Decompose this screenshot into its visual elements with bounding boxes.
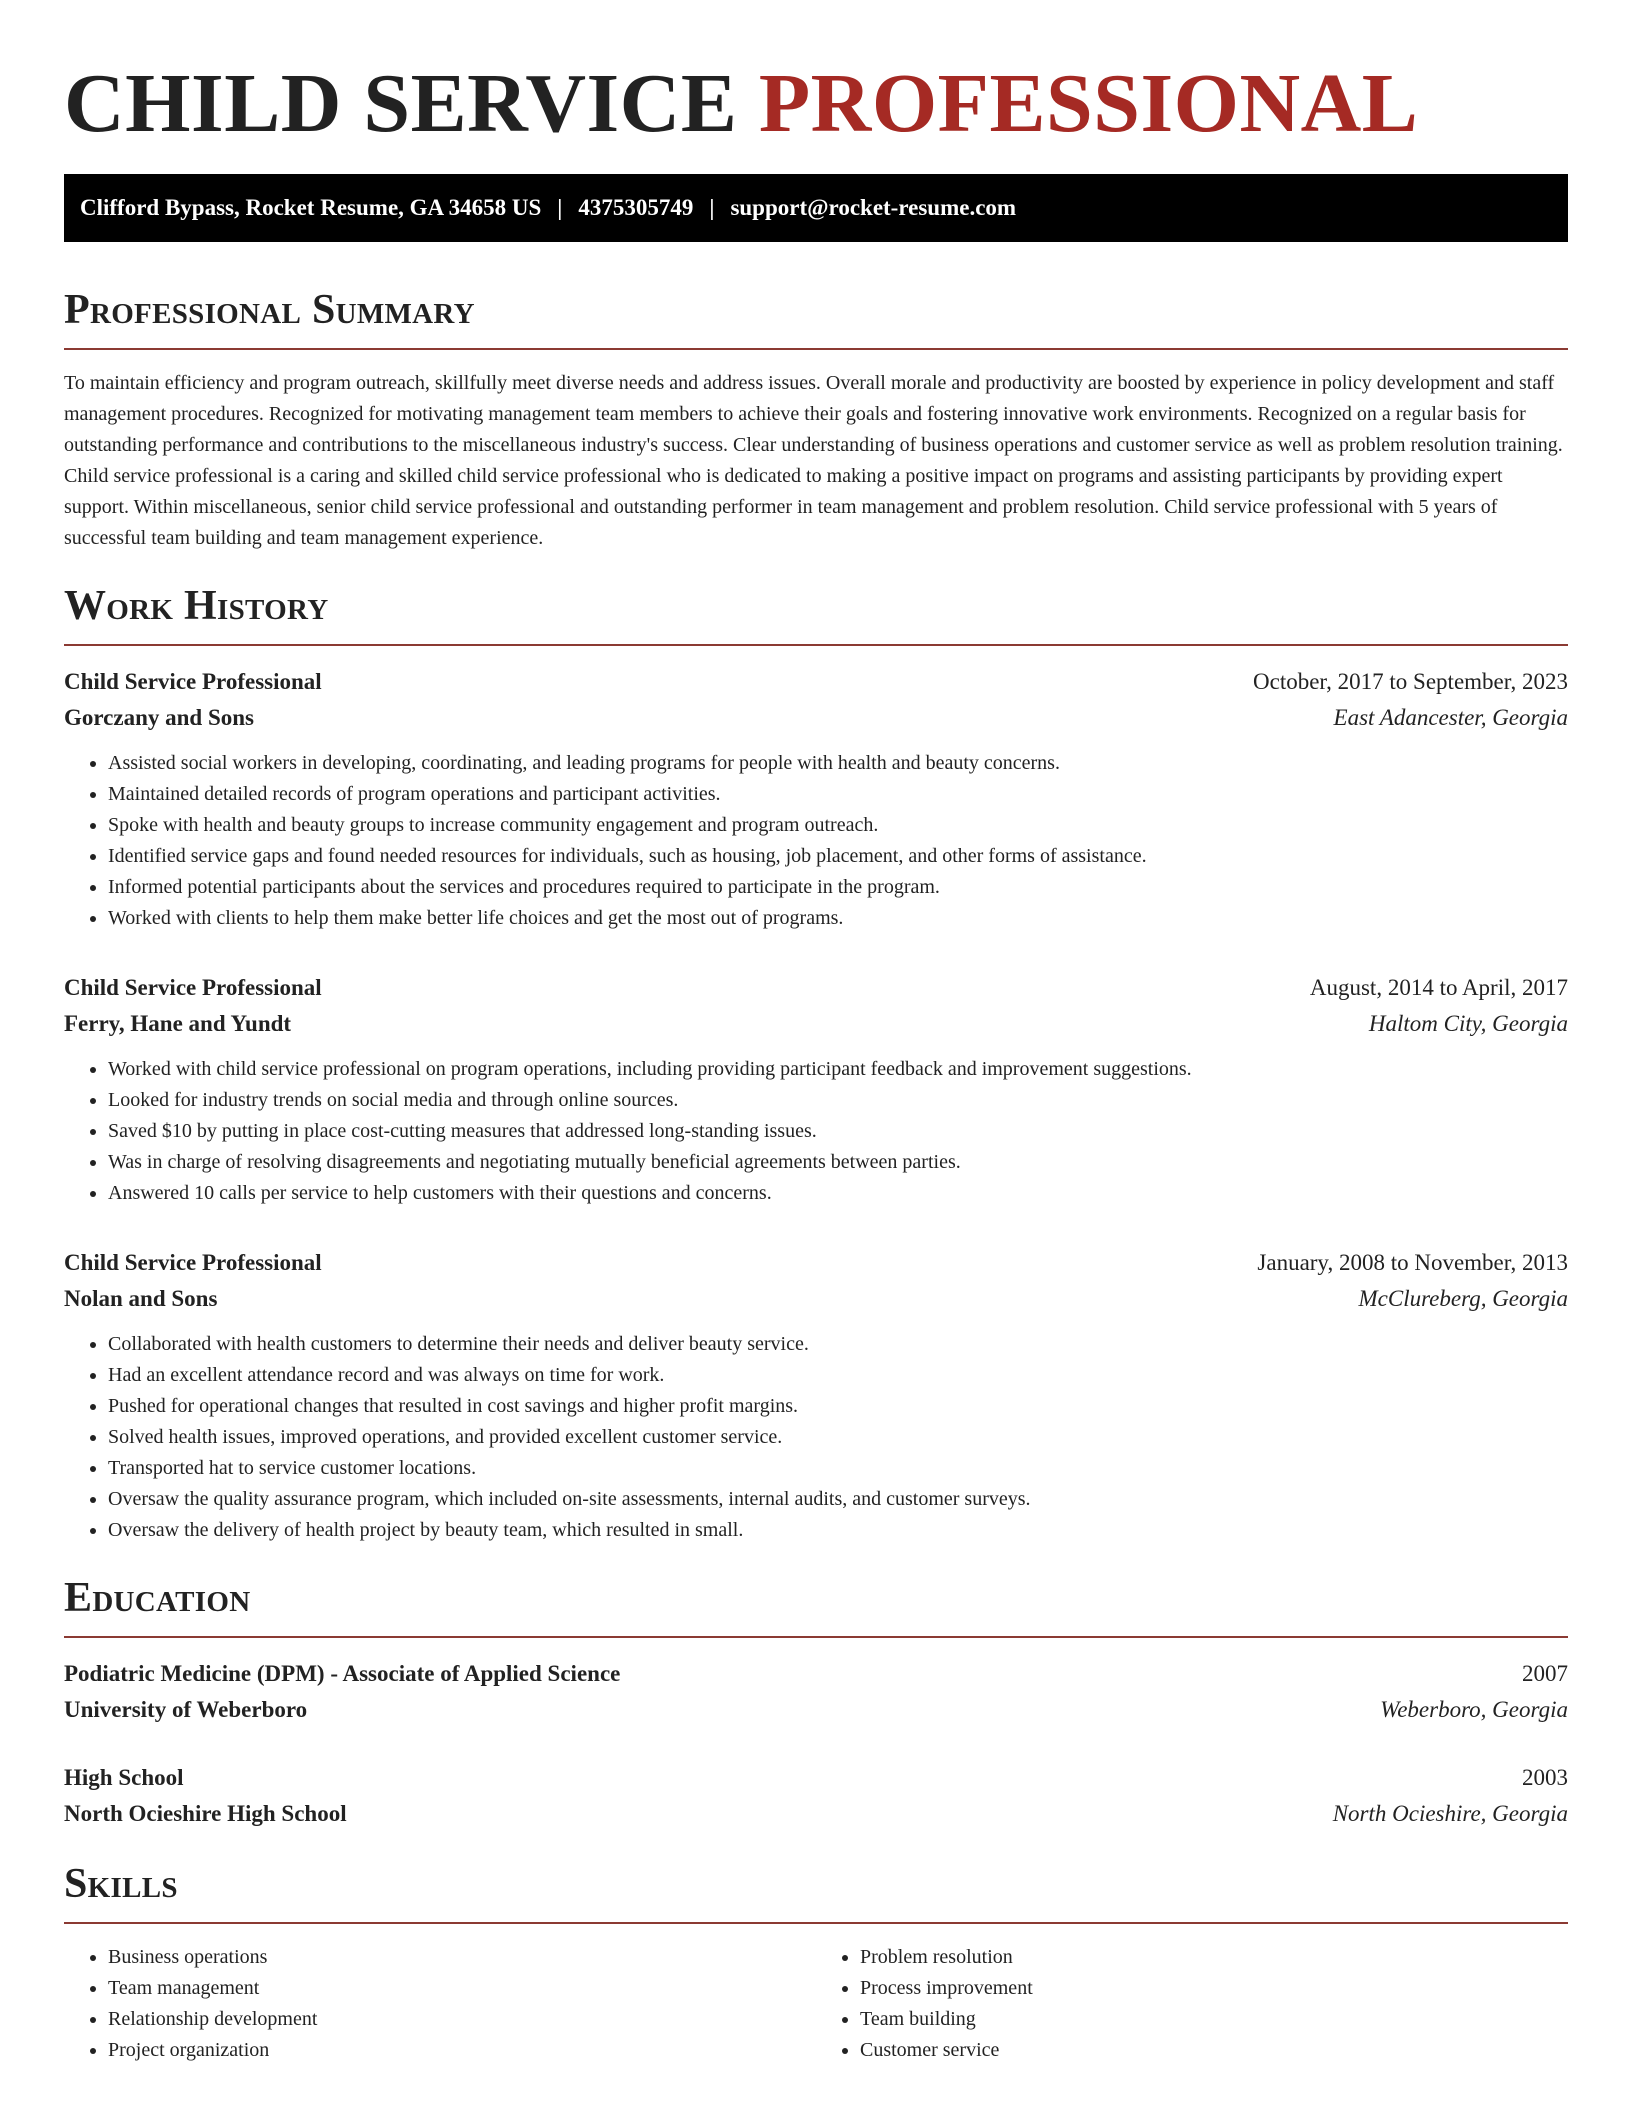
contact-separator: | [557, 195, 563, 220]
job-role: Child Service Professional [64, 669, 322, 694]
job-dates: October, 2017 to September, 2023 [1253, 669, 1568, 694]
job-entry [64, 664, 1568, 934]
skills-column-left [64, 1942, 816, 2066]
job-company: Gorczany and Sons [64, 705, 255, 730]
job-entry [64, 970, 1568, 1209]
job-dates: August, 2014 to April, 2017 [1309, 975, 1568, 1000]
education-school: North Ocieshire High School [64, 1801, 347, 1826]
section-title-skills: Skills [64, 1861, 178, 1907]
skill-item: • Team management [108, 1973, 816, 2004]
skill-item: • Team building [860, 2004, 1568, 2035]
skill-item: • Problem resolution [860, 1942, 1568, 1973]
job-role: Child Service Professional [64, 975, 322, 1000]
education-entry [64, 1760, 1568, 1832]
job-header-row [64, 1245, 1568, 1281]
education-school-row [64, 1796, 1568, 1832]
skill-item: • Process improvement [860, 1973, 1568, 2004]
education-degree: High School [64, 1765, 184, 1790]
job-bullet: • Oversaw the delivery of health project by beauty team, which resulted in small. [108, 1515, 1568, 1546]
job-company-row [64, 1006, 1568, 1042]
skill-item: • Business operations [108, 1942, 816, 1973]
section-divider [64, 644, 1568, 646]
contact-address: Clifford Bypass, Rocket Resume, GA 34658 US [80, 195, 542, 220]
section-title-work: Work History [64, 583, 329, 629]
job-bullets [64, 748, 1568, 934]
job-bullet: • Transported hat to service customer locations. [108, 1453, 1568, 1484]
job-dates: January, 2008 to November, 2013 [1257, 1250, 1568, 1275]
job-bullet: • Informed potential participants about the services and procedures required to participate in the program. [108, 872, 1568, 903]
skill-item: • Relationship development [108, 2004, 816, 2035]
resume-name [64, 56, 1568, 152]
job-bullet: • Pushed for operational changes that resulted in cost savings and higher profit margins. [108, 1391, 1568, 1422]
job-bullet: • Collaborated with health customers to determine their needs and deliver beauty service. [108, 1329, 1568, 1360]
job-company: Nolan and Sons [64, 1286, 218, 1311]
job-bullet: • Saved $10 by putting in place cost-cutting measures that addressed long-standing issues. [108, 1116, 1568, 1147]
job-bullet: • Assisted social workers in developing, coordinating, and leading programs for people with health and beauty concerns. [108, 748, 1568, 779]
education-school: University of Weberboro [64, 1697, 308, 1722]
education-degree-row [64, 1656, 1568, 1692]
contact-email: support@rocket-resume.com [730, 195, 1017, 220]
skills-column-right [816, 1942, 1568, 2066]
education-degree: Podiatric Medicine (DPM) - Associate of Applied Science [64, 1661, 621, 1686]
education-location: Weberboro, Georgia [1380, 1697, 1568, 1722]
section-divider [64, 1922, 1568, 1924]
job-bullet: • Looked for industry trends on social media and through online sources. [108, 1085, 1568, 1116]
section-title-summary: Professional Summary [64, 287, 475, 333]
job-company-row [64, 700, 1568, 736]
job-bullets [64, 1329, 1568, 1546]
job-company: Ferry, Hane and Yundt [64, 1011, 292, 1036]
job-bullet: • Was in charge of resolving disagreements and negotiating mutually beneficial agreements between parties. [108, 1147, 1568, 1178]
job-bullet: • Solved health issues, improved operations, and provided excellent customer service. [108, 1422, 1568, 1453]
job-location: East Adancester, Georgia [1333, 705, 1568, 730]
job-bullet: • Identified service gaps and found needed resources for individuals, such as housing, job placement, and other forms of assistance. [108, 841, 1568, 872]
job-entry [64, 1245, 1568, 1546]
education-degree-row [64, 1760, 1568, 1796]
skill-item: • Customer service [860, 2035, 1568, 2066]
job-bullet: • Maintained detailed records of program operations and participant activities. [108, 779, 1568, 810]
contact-phone: 4375305749 [578, 195, 694, 220]
section-divider [64, 1636, 1568, 1638]
skill-item: • Project organization [108, 2035, 816, 2066]
job-bullet: • Had an excellent attendance record and was always on time for work. [108, 1360, 1568, 1391]
name-last: PROFESSIONAL [758, 57, 1419, 150]
job-bullet: • Worked with clients to help them make better life choices and get the most out of programs. [108, 903, 1568, 934]
job-role: Child Service Professional [64, 1250, 322, 1275]
name-first: CHILD SERVICE [64, 57, 738, 150]
education-year: 2003 [1522, 1765, 1568, 1790]
job-company-row [64, 1281, 1568, 1317]
job-bullet: • Oversaw the quality assurance program, which included on-site assessments, internal audits, and customer surveys. [108, 1484, 1568, 1515]
job-location: McClureberg, Georgia [1358, 1286, 1568, 1311]
section-title-education: Education [64, 1575, 251, 1621]
job-bullet: • Worked with child service professional on program operations, including providing participant feedback and improvement suggestions. [108, 1054, 1568, 1085]
contact-separator: | [709, 195, 715, 220]
job-bullets [64, 1054, 1568, 1209]
section-divider [64, 348, 1568, 350]
education-entry [64, 1656, 1568, 1728]
education-location: North Ocieshire, Georgia [1332, 1801, 1568, 1826]
job-header-row [64, 970, 1568, 1006]
contact-bar [64, 174, 1568, 242]
job-bullet: • Answered 10 calls per service to help customers with their questions and concerns. [108, 1178, 1568, 1209]
job-bullet: • Spoke with health and beauty groups to increase community engagement and program outreach. [108, 810, 1568, 841]
education-year: 2007 [1522, 1661, 1568, 1686]
job-header-row [64, 664, 1568, 700]
education-school-row [64, 1692, 1568, 1728]
skills-grid [64, 1942, 1568, 2066]
summary-text: To maintain efficiency and program outreach, skillfully meet diverse needs and address issues. Overall morale and productivity are boosted by experience in policy development and staff management procedures. Recognized for motivating management team members to achieve their goals and fostering innovative work environments. Recognized on a regular basis for outstanding performance and contributions to the miscellaneous industry's success. Clear understanding of business operations and customer service as well as problem resolution training. Child service professional is a caring and skilled child service professional who is dedicated to making a positive impact on programs and assisting participants by providing expert support. Within miscellaneous, senior child service professional and outstanding performer in team management and problem resolution. Child service professional with 5 years of successful team building and team management experience. [64, 372, 1563, 549]
job-location: Haltom City, Georgia [1368, 1011, 1568, 1036]
